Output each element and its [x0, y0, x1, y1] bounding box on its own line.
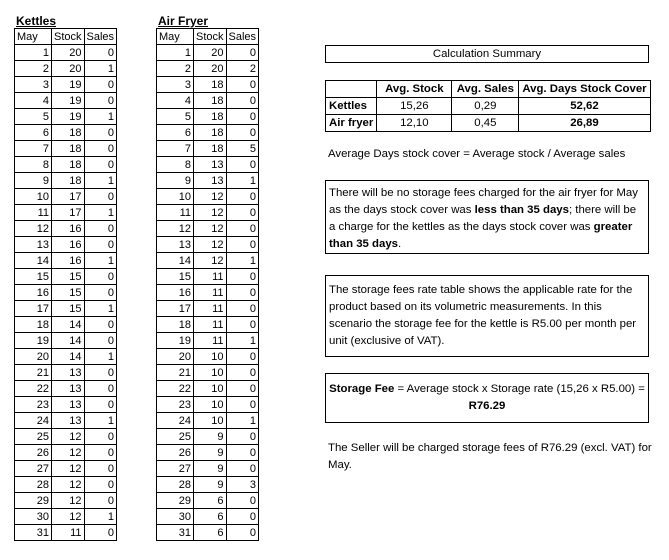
day-cell: 24: [157, 413, 194, 429]
sales-cell: 0: [84, 445, 117, 461]
day-cell: 28: [15, 477, 52, 493]
stock-cell: 15: [52, 301, 85, 317]
sales-cell: 0: [226, 45, 259, 61]
stock-cell: 19: [52, 109, 85, 125]
table-row: [15, 109, 117, 125]
sales-cell: 0: [226, 93, 259, 109]
summary-days-cover: 26,89: [519, 115, 650, 132]
summary-header-row: [326, 81, 651, 98]
stock-cell: 12: [194, 237, 227, 253]
stock-cell: 12: [52, 493, 85, 509]
stock-cell: 6: [194, 525, 227, 541]
day-cell: 29: [15, 493, 52, 509]
stock-cell: 12: [194, 189, 227, 205]
table-row: [15, 381, 117, 397]
day-cell: 11: [15, 205, 52, 221]
stock-cell: 10: [194, 413, 227, 429]
kettles-header-stock: Stock: [52, 29, 85, 45]
table-row: [157, 349, 259, 365]
sales-cell: 0: [84, 125, 117, 141]
sales-cell: 0: [226, 301, 259, 317]
table-row: [15, 525, 117, 541]
stock-cell: 12: [194, 221, 227, 237]
table-row: [157, 413, 259, 429]
summary-days-cover: 52,62: [519, 98, 650, 115]
table-row: [157, 317, 259, 333]
day-cell: 24: [15, 413, 52, 429]
sales-cell: 0: [226, 381, 259, 397]
day-cell: 15: [15, 269, 52, 285]
table-row: [15, 429, 117, 445]
summary-avg-stock: 12,10: [377, 115, 452, 132]
table-row: [157, 381, 259, 397]
table-row: [15, 445, 117, 461]
stock-cell: 13: [52, 397, 85, 413]
sales-cell: 0: [84, 157, 117, 173]
stock-cell: 20: [194, 61, 227, 77]
stock-cell: 11: [194, 285, 227, 301]
table-row: [157, 77, 259, 93]
stock-cell: 6: [194, 493, 227, 509]
stock-cell: 18: [194, 93, 227, 109]
summary-header-avg-stock: Avg. Stock: [377, 81, 452, 98]
stock-cell: 9: [194, 445, 227, 461]
day-cell: 27: [157, 461, 194, 477]
sales-cell: 0: [226, 189, 259, 205]
table-row: [157, 333, 259, 349]
sales-cell: 0: [226, 109, 259, 125]
table-row: [157, 493, 259, 509]
stock-cell: 11: [194, 317, 227, 333]
day-cell: 23: [15, 397, 52, 413]
day-cell: 7: [157, 141, 194, 157]
note1-bold2: greater than 35 days: [329, 221, 633, 250]
day-cell: 19: [15, 333, 52, 349]
stock-cell: 15: [52, 285, 85, 301]
sales-cell: 1: [226, 173, 259, 189]
stock-cell: 13: [194, 173, 227, 189]
day-cell: 10: [15, 189, 52, 205]
day-cell: 31: [157, 525, 194, 541]
stock-cell: 18: [52, 141, 85, 157]
sales-cell: 0: [84, 237, 117, 253]
day-cell: 26: [15, 445, 52, 461]
table-row: [157, 509, 259, 525]
fee-formula: = Average stock x Storage rate (15,26 x R5.00) =: [394, 383, 645, 395]
day-cell: 6: [15, 125, 52, 141]
day-cell: 12: [157, 221, 194, 237]
table-row: [157, 221, 259, 237]
stock-cell: 17: [52, 189, 85, 205]
sales-cell: 0: [226, 445, 259, 461]
table-row: [15, 189, 117, 205]
table-row: [157, 253, 259, 269]
table-row: [15, 285, 117, 301]
sales-cell: 1: [84, 509, 117, 525]
storage-fee-box: [325, 373, 649, 423]
sales-cell: 0: [226, 317, 259, 333]
stock-cell: 6: [194, 509, 227, 525]
sales-cell: 0: [84, 141, 117, 157]
day-cell: 26: [157, 445, 194, 461]
table-row: [15, 173, 117, 189]
stock-cell: 14: [52, 333, 85, 349]
day-cell: 3: [15, 77, 52, 93]
stock-cell: 12: [52, 477, 85, 493]
note1-bold1: less than 35 days: [474, 204, 569, 216]
stock-cell: 20: [52, 45, 85, 61]
stock-cell: 12: [194, 205, 227, 221]
day-cell: 5: [157, 109, 194, 125]
day-cell: 2: [157, 61, 194, 77]
airfryer-header-stock: Stock: [194, 29, 227, 45]
sales-cell: 3: [226, 477, 259, 493]
table-row: [157, 109, 259, 125]
sales-cell: 0: [84, 429, 117, 445]
table-row: [157, 525, 259, 541]
table-row: [157, 125, 259, 141]
stock-cell: 18: [52, 125, 85, 141]
summary-row-airfryer: [326, 115, 651, 132]
day-cell: 17: [15, 301, 52, 317]
day-cell: 14: [15, 253, 52, 269]
table-row: [15, 77, 117, 93]
table-row: [15, 397, 117, 413]
sales-cell: 0: [84, 269, 117, 285]
day-cell: 18: [15, 317, 52, 333]
day-cell: 9: [157, 173, 194, 189]
formula-text: Average Days stock cover = Average stock / Average sales: [328, 148, 626, 160]
stock-cell: 10: [194, 397, 227, 413]
table-row: [15, 157, 117, 173]
table-row: [15, 333, 117, 349]
sales-cell: 0: [226, 349, 259, 365]
sales-cell: 0: [226, 509, 259, 525]
stock-cell: 15: [52, 269, 85, 285]
stock-cell: 13: [52, 381, 85, 397]
sales-cell: 0: [84, 317, 117, 333]
day-cell: 13: [15, 237, 52, 253]
day-cell: 8: [157, 157, 194, 173]
stock-cell: 13: [194, 157, 227, 173]
day-cell: 17: [157, 301, 194, 317]
airfryer-title: Air Fryer: [158, 14, 209, 28]
table-row: [157, 61, 259, 77]
table-row: [157, 301, 259, 317]
day-cell: 22: [15, 381, 52, 397]
stock-cell: 18: [194, 141, 227, 157]
summary-avg-sales: 0,29: [452, 98, 519, 115]
table-row: [15, 349, 117, 365]
day-cell: 3: [157, 77, 194, 93]
table-row: [157, 141, 259, 157]
day-cell: 18: [157, 317, 194, 333]
table-row: [157, 429, 259, 445]
table-row: [157, 397, 259, 413]
table-row: [15, 205, 117, 221]
sales-cell: 1: [226, 333, 259, 349]
table-row: [15, 93, 117, 109]
stock-cell: 18: [194, 109, 227, 125]
day-cell: 19: [157, 333, 194, 349]
sales-cell: 0: [84, 493, 117, 509]
stock-cell: 13: [52, 413, 85, 429]
sales-cell: 5: [226, 141, 259, 157]
day-cell: 13: [157, 237, 194, 253]
stock-cell: 16: [52, 237, 85, 253]
sales-cell: 0: [84, 397, 117, 413]
sales-cell: 0: [226, 125, 259, 141]
table-row: [157, 477, 259, 493]
sales-cell: 1: [226, 253, 259, 269]
stock-cell: 16: [52, 253, 85, 269]
stock-cell: 20: [52, 61, 85, 77]
sales-cell: 0: [84, 189, 117, 205]
stock-cell: 20: [194, 45, 227, 61]
day-cell: 1: [15, 45, 52, 61]
stock-cell: 14: [52, 317, 85, 333]
calculation-summary-title: Calculation Summary: [325, 45, 649, 63]
table-row: [15, 253, 117, 269]
fee-label: Storage Fee: [329, 383, 395, 395]
sales-cell: 1: [84, 173, 117, 189]
table-row: [15, 413, 117, 429]
stock-cell: 10: [194, 349, 227, 365]
day-cell: 16: [157, 285, 194, 301]
sales-cell: 0: [84, 285, 117, 301]
stock-cell: 18: [194, 77, 227, 93]
table-row: [157, 237, 259, 253]
table-row: [157, 189, 259, 205]
sales-cell: 0: [226, 157, 259, 173]
table-row: [157, 45, 259, 61]
day-cell: 21: [15, 365, 52, 381]
day-cell: 4: [157, 93, 194, 109]
airfryer-header-row: [157, 29, 259, 45]
day-cell: 31: [15, 525, 52, 541]
stock-cell: 12: [194, 253, 227, 269]
day-cell: 25: [157, 429, 194, 445]
day-cell: 1: [157, 45, 194, 61]
sales-cell: 0: [226, 205, 259, 221]
day-cell: 16: [15, 285, 52, 301]
sales-cell: 1: [226, 413, 259, 429]
fee-result: R76.29: [468, 400, 506, 412]
day-cell: 29: [157, 493, 194, 509]
sales-cell: 0: [226, 397, 259, 413]
sales-cell: 0: [226, 285, 259, 301]
sales-cell: 0: [84, 525, 117, 541]
day-cell: 20: [15, 349, 52, 365]
summary-avg-stock: 15,26: [377, 98, 452, 115]
table-row: [157, 157, 259, 173]
sales-cell: 0: [226, 237, 259, 253]
table-row: [157, 461, 259, 477]
table-row: [15, 365, 117, 381]
sales-cell: 1: [84, 61, 117, 77]
sales-cell: 2: [226, 61, 259, 77]
sales-cell: 0: [84, 77, 117, 93]
note1-part3: .: [398, 238, 402, 250]
sales-cell: 0: [226, 221, 259, 237]
table-row: [15, 61, 117, 77]
stock-cell: 10: [194, 381, 227, 397]
table-row: [15, 221, 117, 237]
sales-cell: 0: [226, 365, 259, 381]
day-cell: 30: [157, 509, 194, 525]
storage-fee-explanation: [325, 180, 649, 254]
stock-cell: 14: [52, 349, 85, 365]
table-row: [15, 317, 117, 333]
table-row: [15, 269, 117, 285]
sales-cell: 0: [84, 93, 117, 109]
summary-row-kettles: [326, 98, 651, 115]
day-cell: 21: [157, 365, 194, 381]
table-row: [157, 93, 259, 109]
day-cell: 9: [15, 173, 52, 189]
table-row: [15, 493, 117, 509]
day-cell: 20: [157, 349, 194, 365]
sales-cell: 1: [84, 301, 117, 317]
summary-header-days-cover: Avg. Days Stock Cover: [519, 81, 650, 98]
day-cell: 27: [15, 461, 52, 477]
day-cell: 14: [157, 253, 194, 269]
summary-label: Kettles: [326, 98, 377, 115]
kettles-header-sales: Sales: [84, 29, 117, 45]
day-cell: 15: [157, 269, 194, 285]
sales-cell: 0: [84, 461, 117, 477]
stock-cell: 17: [52, 205, 85, 221]
stock-cell: 18: [52, 173, 85, 189]
stock-cell: 12: [52, 445, 85, 461]
stock-cell: 13: [52, 365, 85, 381]
day-cell: 6: [157, 125, 194, 141]
airfryer-table: [156, 28, 259, 541]
sales-cell: 0: [84, 333, 117, 349]
sales-cell: 0: [84, 45, 117, 61]
sales-cell: 0: [226, 493, 259, 509]
table-row: [15, 45, 117, 61]
table-row: [15, 477, 117, 493]
sales-cell: 0: [226, 429, 259, 445]
stock-cell: 18: [194, 125, 227, 141]
table-row: [15, 461, 117, 477]
sales-cell: 1: [84, 253, 117, 269]
sales-cell: 1: [84, 349, 117, 365]
table-row: [15, 509, 117, 525]
table-row: [157, 445, 259, 461]
conclusion-text: The Seller will be charged storage fees of R76.29 (excl. VAT) for May.: [328, 442, 652, 471]
stock-cell: 9: [194, 477, 227, 493]
table-row: [15, 301, 117, 317]
stock-cell: 18: [52, 157, 85, 173]
stock-cell: 19: [52, 77, 85, 93]
summary-table: [325, 80, 651, 132]
stock-cell: 11: [194, 333, 227, 349]
sales-cell: 0: [84, 381, 117, 397]
stock-cell: 9: [194, 429, 227, 445]
stock-cell: 19: [52, 93, 85, 109]
stock-cell: 12: [52, 509, 85, 525]
table-row: [157, 173, 259, 189]
stock-cell: 11: [194, 301, 227, 317]
day-cell: 7: [15, 141, 52, 157]
summary-header-avg-sales: Avg. Sales: [452, 81, 519, 98]
stock-cell: 11: [52, 525, 85, 541]
stock-cell: 9: [194, 461, 227, 477]
stock-cell: 10: [194, 365, 227, 381]
day-cell: 4: [15, 93, 52, 109]
sales-cell: 0: [226, 461, 259, 477]
sales-cell: 0: [226, 269, 259, 285]
summary-avg-sales: 0,45: [452, 115, 519, 132]
kettles-title: Kettles: [16, 14, 57, 28]
sales-cell: 0: [226, 525, 259, 541]
day-cell: 28: [157, 477, 194, 493]
summary-header-blank: [326, 81, 377, 98]
table-row: [15, 125, 117, 141]
sales-cell: 0: [84, 365, 117, 381]
summary-label: Air fryer: [326, 115, 377, 132]
table-row: [157, 285, 259, 301]
kettles-table: [14, 28, 117, 541]
table-row: [157, 205, 259, 221]
table-row: [157, 365, 259, 381]
sales-cell: 0: [226, 77, 259, 93]
note1-part2: ; there will be a charge for the kettles as the days stock cover was: [329, 204, 637, 233]
table-row: [15, 237, 117, 253]
note1-part1: There will be no storage fees charged for the air fryer for May as the days stock cover was: [329, 187, 638, 216]
sales-cell: 1: [84, 413, 117, 429]
day-cell: 25: [15, 429, 52, 445]
day-cell: 30: [15, 509, 52, 525]
airfryer-header-sales: Sales: [226, 29, 259, 45]
airfryer-header-may: May: [157, 29, 194, 45]
day-cell: 10: [157, 189, 194, 205]
day-cell: 2: [15, 61, 52, 77]
kettles-header-may: May: [15, 29, 52, 45]
rate-table-note: The storage fees rate table shows the applicable rate for the product based on its volumetric measurements. In this scenario the storage fee for the kettle is R5.00 per month per unit (exclusive of VAT).: [325, 275, 649, 357]
stock-cell: 11: [194, 269, 227, 285]
stock-cell: 12: [52, 429, 85, 445]
sales-cell: 1: [84, 205, 117, 221]
day-cell: 23: [157, 397, 194, 413]
sales-cell: 1: [84, 109, 117, 125]
sales-cell: 0: [84, 477, 117, 493]
day-cell: 8: [15, 157, 52, 173]
stock-cell: 16: [52, 221, 85, 237]
day-cell: 22: [157, 381, 194, 397]
day-cell: 5: [15, 109, 52, 125]
sales-cell: 0: [84, 221, 117, 237]
day-cell: 11: [157, 205, 194, 221]
table-row: [157, 269, 259, 285]
day-cell: 12: [15, 221, 52, 237]
table-row: [15, 141, 117, 157]
kettles-header-row: [15, 29, 117, 45]
stock-cell: 12: [52, 461, 85, 477]
